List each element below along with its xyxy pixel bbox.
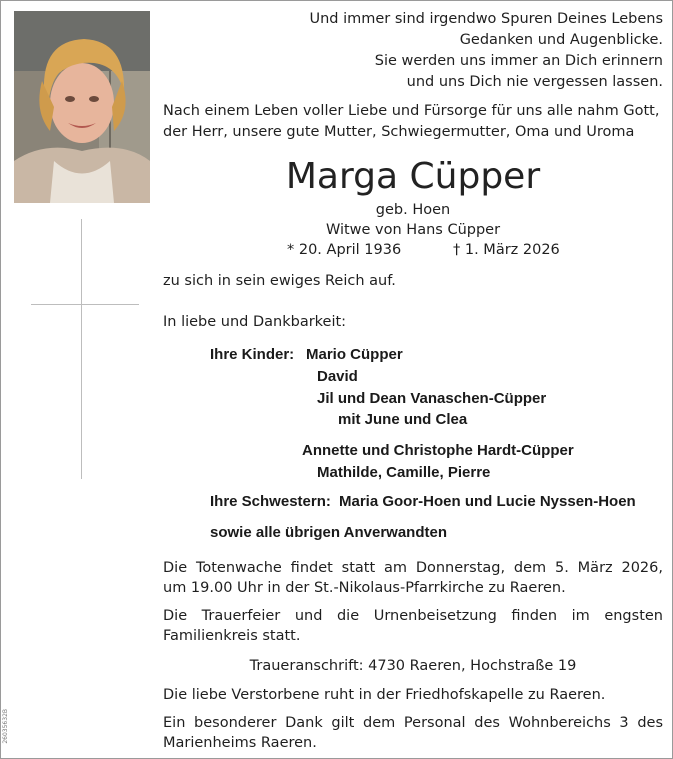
- mourning-address: Traueranschrift: 4730 Raeren, Hochstraße 19: [249, 658, 577, 674]
- child-2-family: Mathilde, Camille, Pierre: [317, 464, 491, 481]
- cross-horizontal-bar: [31, 304, 139, 305]
- birth-date: * 20. April 1936: [287, 242, 402, 258]
- cross-vertical-bar: [81, 219, 82, 479]
- child-1: Mario Cüpper: [306, 346, 403, 363]
- side-reference-code: 26035632B: [2, 709, 9, 744]
- sisters-names: Maria Goor-Hoen und Lucie Nyssen-Hoen: [339, 493, 636, 510]
- sisters-label: Ihre Schwestern:: [210, 493, 331, 510]
- thanks-line-1: Ein besonderer Dank gilt dem Personal des Wohnbereichs 3 des: [163, 715, 663, 731]
- widow-of: Witwe von Hans Cüpper: [325, 222, 501, 238]
- portrait-photo: [14, 11, 150, 203]
- child-2: Annette und Christophe Hardt-Cüpper: [302, 442, 574, 459]
- service-line-2: Familienkreis statt.: [163, 628, 301, 644]
- child-1-family-3: mit June und Clea: [338, 411, 468, 428]
- child-1-family-2: Jil und Dean Vanaschen-Cüpper: [317, 390, 547, 407]
- poem-line-3: Sie werden uns immer an Dich erinnern: [374, 53, 663, 69]
- children-label: Ihre Kinder:: [210, 346, 295, 363]
- closing-phrase: zu sich in sein ewiges Reich auf.: [163, 273, 396, 289]
- death-date: † 1. März 2026: [453, 242, 560, 258]
- poem-line-2: Gedanken und Augenblicke.: [459, 32, 663, 48]
- intro-line-1: Nach einem Leben voller Liebe und Fürsorge für uns alle nahm Gott,: [163, 103, 660, 119]
- gratitude-line: In liebe und Dankbarkeit:: [163, 314, 347, 330]
- wake-line-1: Die Totenwache findet statt am Donnerstag, dem 5. März 2026,: [163, 560, 663, 576]
- child-1-family-1: David: [317, 368, 358, 385]
- intro-line-2: der Herr, unsere gute Mutter, Schwiegermutter, Oma und Uroma: [163, 124, 635, 140]
- service-line-1: Die Trauerfeier und die Urnenbeisetzung finden im engsten: [163, 608, 663, 624]
- poem-line-4: und uns Dich nie vergessen lassen.: [406, 74, 663, 90]
- deceased-name: Marga Cüpper: [285, 156, 541, 197]
- other-relatives: sowie alle übrigen Anverwandten: [210, 524, 447, 541]
- birth-name: geb. Hoen: [375, 202, 451, 218]
- thanks-line-2: Marienheims Raeren.: [163, 735, 317, 751]
- poem-line-1: Und immer sind irgendwo Spuren Deines Lebens: [309, 11, 663, 27]
- portrait-image: [14, 11, 150, 203]
- resting-place: Die liebe Verstorbene ruht in der Friedhofskapelle zu Raeren.: [163, 687, 606, 703]
- wake-line-2: um 19.00 Uhr in der St.-Nikolaus-Pfarrkirche zu Raeren.: [163, 580, 566, 596]
